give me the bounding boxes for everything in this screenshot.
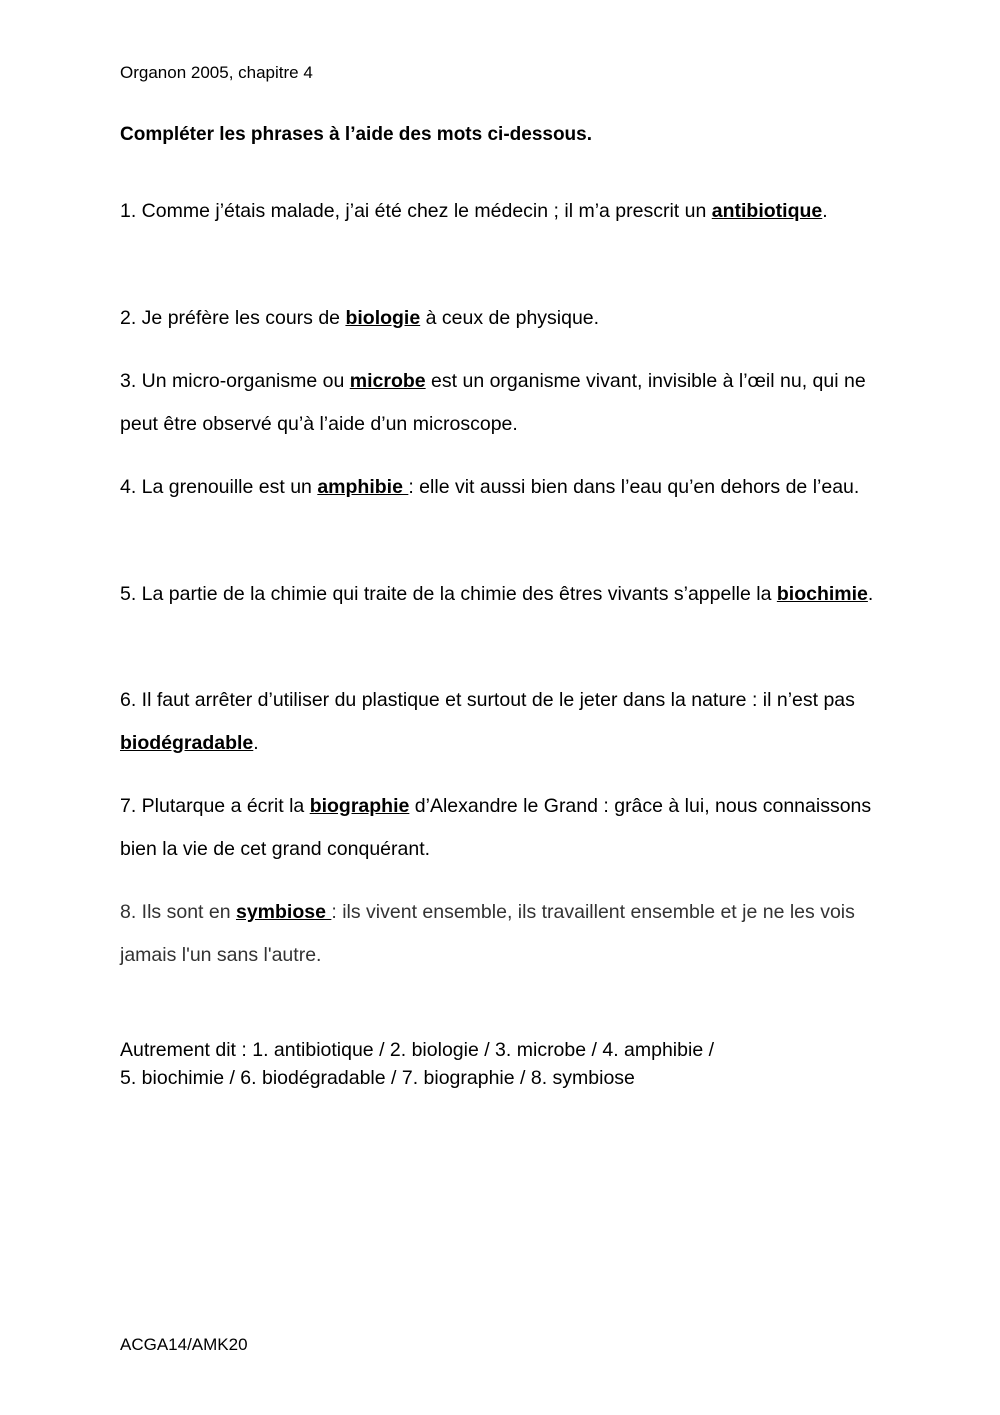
answers-summary — [120, 1036, 900, 1092]
exercise-sentence-2 — [120, 297, 895, 340]
answers-summary-line-1: Autrement dit : 1. antibiotique / 2. biologie / 3. microbe / 4. amphibie / — [120, 1039, 714, 1061]
exercise-instruction: Compléter les phrases à l’aide des mots ci-dessous. — [120, 124, 593, 145]
exercise-sentence-8 — [120, 891, 895, 977]
answer-word: biochimie — [776, 583, 868, 605]
document-footer: ACGA14/AMK20 — [120, 1335, 248, 1354]
document-header: Organon 2005, chapitre 4 — [120, 63, 313, 82]
answer-word: biologie — [345, 307, 421, 329]
answer-word: microbe — [349, 370, 426, 392]
sentence-text-after: à ceux de physique. — [420, 307, 600, 329]
exercise-sentence-3 — [120, 360, 895, 446]
sentence-text-before: 8. Ils sont en — [120, 901, 236, 923]
sentence-text-after: : elle vit aussi bien dans l’eau qu’en dehors de l’eau. — [408, 476, 860, 498]
answer-word: biodégradable — [120, 732, 254, 754]
exercise-sentence-1 — [120, 190, 895, 233]
answer-word: biographie — [309, 795, 410, 817]
sentence-text-after: est un organisme vivant, invisible à l’œil nu, qui ne peut être observé qu’à l’aide d’un microscope. — [120, 370, 866, 435]
sentence-text-before: 6. Il faut arrêter d’utiliser du plastique et surtout de le jeter dans la nature : il n’est pas — [120, 689, 855, 711]
sentence-text-before: 2. Je préfère les cours de — [120, 307, 346, 329]
answer-word: symbiose — [235, 901, 332, 923]
sentence-text-before: 3. Un micro-organisme ou — [120, 370, 350, 392]
sentence-text-after: . — [253, 732, 259, 754]
exercise-sentence-4 — [120, 466, 895, 509]
sentence-text-before: 7. Plutarque a écrit la — [120, 795, 310, 817]
exercise-sentence-6 — [120, 679, 895, 765]
sentence-text-before: 1. Comme j’étais malade, j’ai été chez le médecin ; il m’a prescrit un — [120, 200, 712, 222]
answer-word: antibiotique — [711, 200, 823, 222]
sentence-text-after: . — [867, 583, 874, 605]
answers-summary-line-2: 5. biochimie / 6. biodégradable / 7. biographie / 8. symbiose — [120, 1067, 635, 1089]
answer-word: amphibie — [317, 476, 409, 498]
exercise-sentence-7 — [120, 785, 895, 871]
sentence-text-after: d’Alexandre le Grand : grâce à lui, nous connaissons bien la vie de cet grand conquérant. — [120, 795, 872, 860]
sentence-text-before: 4. La grenouille est un — [120, 476, 318, 498]
exercise-sentence-5 — [120, 573, 895, 616]
sentence-text-after: : ils vivent ensemble, ils travaillent ensemble et je ne les vois jamais l'un sans l'autre. — [120, 901, 855, 966]
sentence-text-after: . — [822, 200, 828, 222]
sentence-text-before: 5. La partie de la chimie qui traite de la chimie des êtres vivants s’appelle la — [120, 583, 777, 605]
